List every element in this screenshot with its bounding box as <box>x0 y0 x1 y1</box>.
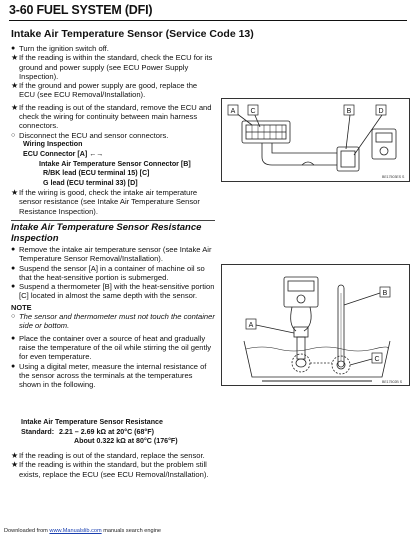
step-marker: ★ <box>11 460 19 470</box>
step-marker: ★ <box>11 102 19 112</box>
step-marker: ○ <box>11 131 16 139</box>
section-title: Intake Air Temperature Sensor (Service Code 13) <box>11 28 254 40</box>
step-item <box>11 131 215 140</box>
step-marker: ★ <box>11 53 19 63</box>
step-marker: ★ <box>11 188 19 197</box>
step-text: If the wiring is good, check the intake air temperature sensor resistance (see Intake Air Temperature Sensor Resistance Inspection). <box>19 188 200 216</box>
step-text: If the ground and power supply are good, replace the ECU (see ECU Removal/Installation). <box>19 81 198 100</box>
footer-suffix: manuals search engine <box>103 528 162 534</box>
resistance-figure <box>221 264 410 386</box>
step-text: Suspend a thermometer [B] with the heat-sensitive portion [C] located in almost the same depth with the sensor. <box>19 282 215 301</box>
footer-link[interactable]: www.Manualslib.com <box>49 528 102 534</box>
step-text: If the reading is out of the standard, remove the ECU and check the wiring for continuity between main harness connectors. <box>19 102 212 131</box>
step-item <box>11 53 215 81</box>
spec-heading: Intake Air Temperature Sensor Resistance <box>21 418 163 426</box>
note-marker: ○ <box>11 313 16 321</box>
step-marker: ● <box>11 334 16 342</box>
note-text: The sensor and thermometer must not touch the container side or bottom. <box>19 312 215 331</box>
step-item <box>11 81 215 100</box>
note-item <box>11 312 215 331</box>
steps-block-3 <box>11 245 215 389</box>
step-marker: ● <box>11 283 16 291</box>
step-item <box>11 44 215 53</box>
note-label: NOTE <box>11 302 32 312</box>
step-marker: ● <box>11 264 16 272</box>
step-item <box>11 460 215 479</box>
spec-value-80c: About 0.322 kΩ at 80°C (176°F) <box>74 437 178 446</box>
title-divider <box>9 20 407 21</box>
step-text: Place the container over a source of heat and gradually raise the temperature of the oil while stirring the oil gently for even temperature. <box>19 333 212 362</box>
wiring-heading: Wiring Inspection <box>23 140 83 148</box>
figure2-label: A <box>248 322 254 329</box>
step-marker: ● <box>11 45 16 52</box>
figure1-code: BE17503ES S <box>382 175 405 179</box>
steps-block-5 <box>11 451 215 479</box>
step-text: Turn the ignition switch off. <box>19 44 109 53</box>
steps-block-1 <box>11 44 215 140</box>
step-item <box>11 362 215 390</box>
wiring-figure <box>221 98 410 182</box>
lead-c: R/BK lead (ECU terminal 15) [C] <box>43 169 150 178</box>
spec-value-20c: 2.21 – 2.69 kΩ at 20°C (68°F) <box>59 427 154 436</box>
connector-a: ECU Connector [A] ←→ <box>23 149 104 158</box>
step-text: Using a digital meter, measure the internal resistance of the sensor across the terminals at the temperatures shown in the following. <box>19 361 207 390</box>
resistance-illustration <box>222 265 409 385</box>
spec-label: Standard: <box>21 427 55 436</box>
step-marker: ★ <box>11 81 19 91</box>
step-marker: ● <box>11 246 16 253</box>
figure2-label: B <box>382 290 388 297</box>
footer <box>4 528 161 534</box>
step-item <box>11 103 215 131</box>
step-text: If the reading is out of the standard, replace the sensor. <box>19 451 205 460</box>
figure1-label: A <box>230 108 236 115</box>
spec-row <box>21 428 216 438</box>
figure2-code: BE17502B S <box>382 380 403 384</box>
connector-b: Intake Air Temperature Sensor Connector [B] <box>39 159 191 168</box>
step-item <box>11 245 215 264</box>
step-text: Suspend the sensor [A] in a container of machine oil so that the heat-sensitive portion is submerged. <box>19 263 205 282</box>
step-item <box>11 282 215 301</box>
step-text: If the reading is within the standard, check the ECU for its ground and power supply (see ECU Power Supply Inspection). <box>19 53 213 81</box>
subsection-divider <box>11 220 215 221</box>
step-item <box>11 451 215 460</box>
step-marker: ★ <box>11 451 19 460</box>
steps-block-2 <box>11 188 215 216</box>
figure1-label: C <box>250 108 256 115</box>
wiring-inspection <box>23 140 213 189</box>
figure1-label: D <box>378 108 384 115</box>
step-text: Remove the intake air temperature sensor (see Intake Air Temperature Sensor Removal/Installation). <box>19 245 212 264</box>
step-text: Disconnect the ECU and sensor connectors. <box>19 130 169 140</box>
step-item <box>11 334 215 362</box>
figure1-label: B <box>346 108 352 115</box>
figure2-label: C <box>374 356 380 363</box>
step-item <box>11 264 215 283</box>
subsection-title: Intake Air Temperature Sensor Resistance Inspection <box>11 222 202 244</box>
step-item <box>11 188 215 216</box>
page-title: 3-60 FUEL SYSTEM (DFI) <box>9 3 153 17</box>
resistance-spec <box>21 418 216 447</box>
step-marker: ● <box>11 362 16 370</box>
footer-prefix: Downloaded from <box>4 528 48 534</box>
step-text: If the reading is within the standard, but the problem still exists, replace the ECU (see ECU Removal/Installation). <box>19 460 209 479</box>
lead-d: G lead (ECU terminal 33) [D] <box>43 179 138 188</box>
wiring-illustration <box>222 99 409 181</box>
